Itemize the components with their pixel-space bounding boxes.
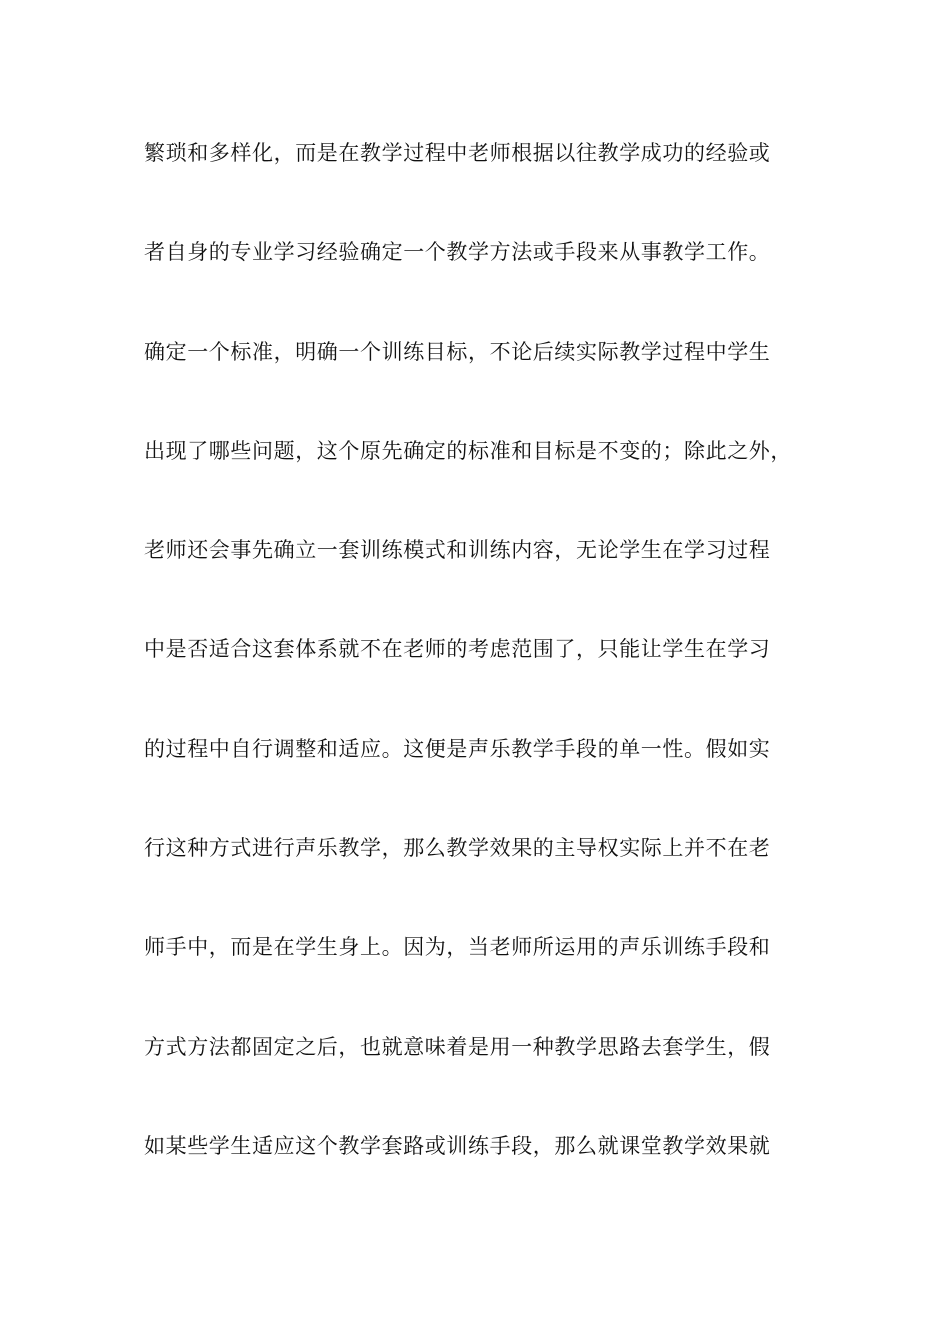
text-line: 老师还会事先确立一套训练模式和训练内容，无论学生在学习过程 (144, 538, 771, 562)
text-line: 行这种方式进行声乐教学，那么教学效果的主导权实际上并不在老 (144, 836, 771, 860)
text-line: 繁琐和多样化，而是在教学过程中老师根据以往教学成功的经验或 (144, 141, 771, 165)
text-line: 确定一个标准，明确一个训练目标，不论后续实际教学过程中学生 (144, 340, 771, 364)
text-line: 如某些学生适应这个教学套路或训练手段，那么就课堂教学效果就 (144, 1134, 771, 1158)
text-line: 的过程中自行调整和适应。这便是声乐教学手段的单一性。假如实 (144, 737, 771, 761)
text-line: 方式方法都固定之后，也就意味着是用一种教学思路去套学生，假 (144, 1035, 771, 1059)
text-line: 师手中，而是在学生身上。因为，当老师所运用的声乐训练手段和 (144, 935, 771, 959)
text-line: 者自身的专业学习经验确定一个教学方法或手段来从事教学工作。 (144, 240, 771, 264)
text-line: 出现了哪些问题，这个原先确定的标准和目标是不变的；除此之外， (144, 439, 792, 463)
text-line: 中是否适合这套体系就不在老师的考虑范围了，只能让学生在学习 (144, 637, 771, 661)
